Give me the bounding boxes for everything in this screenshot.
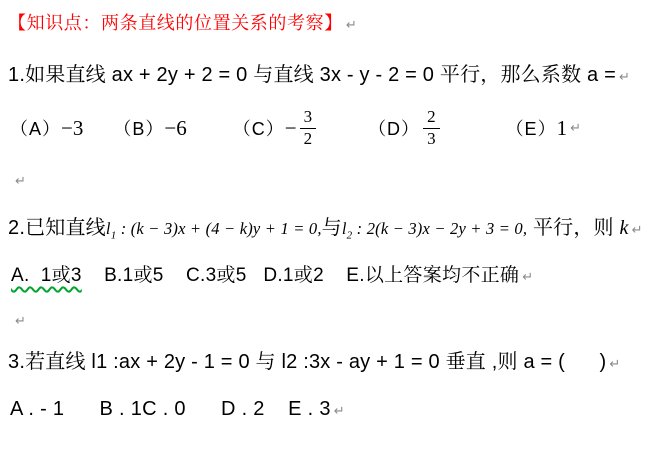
options-b-to-e: B.1或5 C.3或5 D.1或2 E.以上答案均不正确: [81, 265, 520, 286]
option-d-label: （D）: [368, 119, 421, 139]
paragraph-mark-icon: ↵: [345, 17, 357, 32]
question-2-options: [11, 260, 533, 287]
paragraph-mark-icon: ↵: [15, 313, 26, 328]
empty-paragraph: [12, 172, 26, 190]
paragraph-mark-icon: ↵: [609, 356, 621, 371]
option-a-label: （A）: [10, 119, 62, 139]
option-a-grammar-flagged: A. 1或3: [11, 265, 82, 286]
paragraph-mark-icon: ↵: [631, 222, 643, 237]
title-line: [8, 9, 357, 35]
option-a: [10, 115, 83, 141]
line-1-formula: [105, 219, 322, 242]
options-a-to-e: A . - 1 B . 1C . 0 D . 2 E . 3: [10, 398, 331, 420]
empty-paragraph: [12, 312, 26, 330]
option-e-value: 1: [556, 115, 568, 140]
fraction-numerator: 2: [427, 107, 436, 127]
math-variable-k: k: [619, 217, 629, 239]
paragraph-mark-icon: ↵: [15, 173, 26, 188]
option-c-minus-sign: −: [284, 115, 297, 140]
question-1-options: [10, 96, 581, 160]
line-1-equation: : (k − 3)x + (4 − k)y + 1 = 0,: [116, 219, 322, 238]
line-2-formula: [341, 219, 528, 242]
question-3-options: [10, 398, 345, 421]
paragraph-mark-icon: ↵: [619, 69, 630, 84]
option-b-value: −6: [164, 115, 187, 140]
question-1-text: 1.如果直线 ax + 2y + 2 = 0 与直线 3x - y - 2 = 0 平行，那么系数 a =: [8, 64, 617, 86]
fraction-numerator: 3: [303, 107, 313, 127]
paragraph-mark-icon: ↵: [333, 403, 345, 418]
math-variable-l2: l: [341, 219, 347, 238]
option-e: [506, 115, 568, 141]
option-d-fraction: [423, 107, 440, 149]
subscript-1: 1: [110, 229, 117, 242]
connector-text: 与: [321, 217, 342, 239]
question-1-stem: [8, 58, 630, 87]
question-2-stem: [8, 211, 643, 241]
paragraph-mark-icon: ↵: [522, 269, 534, 284]
math-variable-l1: l: [105, 219, 111, 238]
option-c-label: （C）: [232, 119, 285, 139]
question-3-stem: [8, 345, 620, 374]
fraction-denominator: 2: [300, 128, 317, 149]
question-3-text: 3.若直线 l1 :ax + 2y - 1 = 0 与 l2 :3x - ay + 1 = 0 垂直 ,则 a = ( ): [8, 351, 607, 373]
option-a-value: −3: [61, 115, 84, 140]
paragraph-mark-icon: ↵: [570, 120, 581, 135]
option-c-fraction: [300, 107, 317, 149]
line-2-equation: : 2(k − 3)x − 2y + 3 = 0,: [352, 219, 528, 238]
option-b: [113, 115, 186, 141]
option-c: [233, 107, 316, 149]
option-e-label: （E）: [505, 119, 557, 139]
question-2-prefix: 2.已知直线: [8, 217, 106, 239]
option-d: [368, 107, 440, 149]
question-2-suffix: 平行，则: [527, 217, 620, 239]
knowledge-point-title: 【知识点：两条直线的位置关系的考察】: [8, 13, 343, 33]
subscript-2: 2: [346, 229, 353, 242]
fraction-denominator: 3: [423, 128, 440, 149]
option-b-label: （B）: [113, 119, 165, 139]
